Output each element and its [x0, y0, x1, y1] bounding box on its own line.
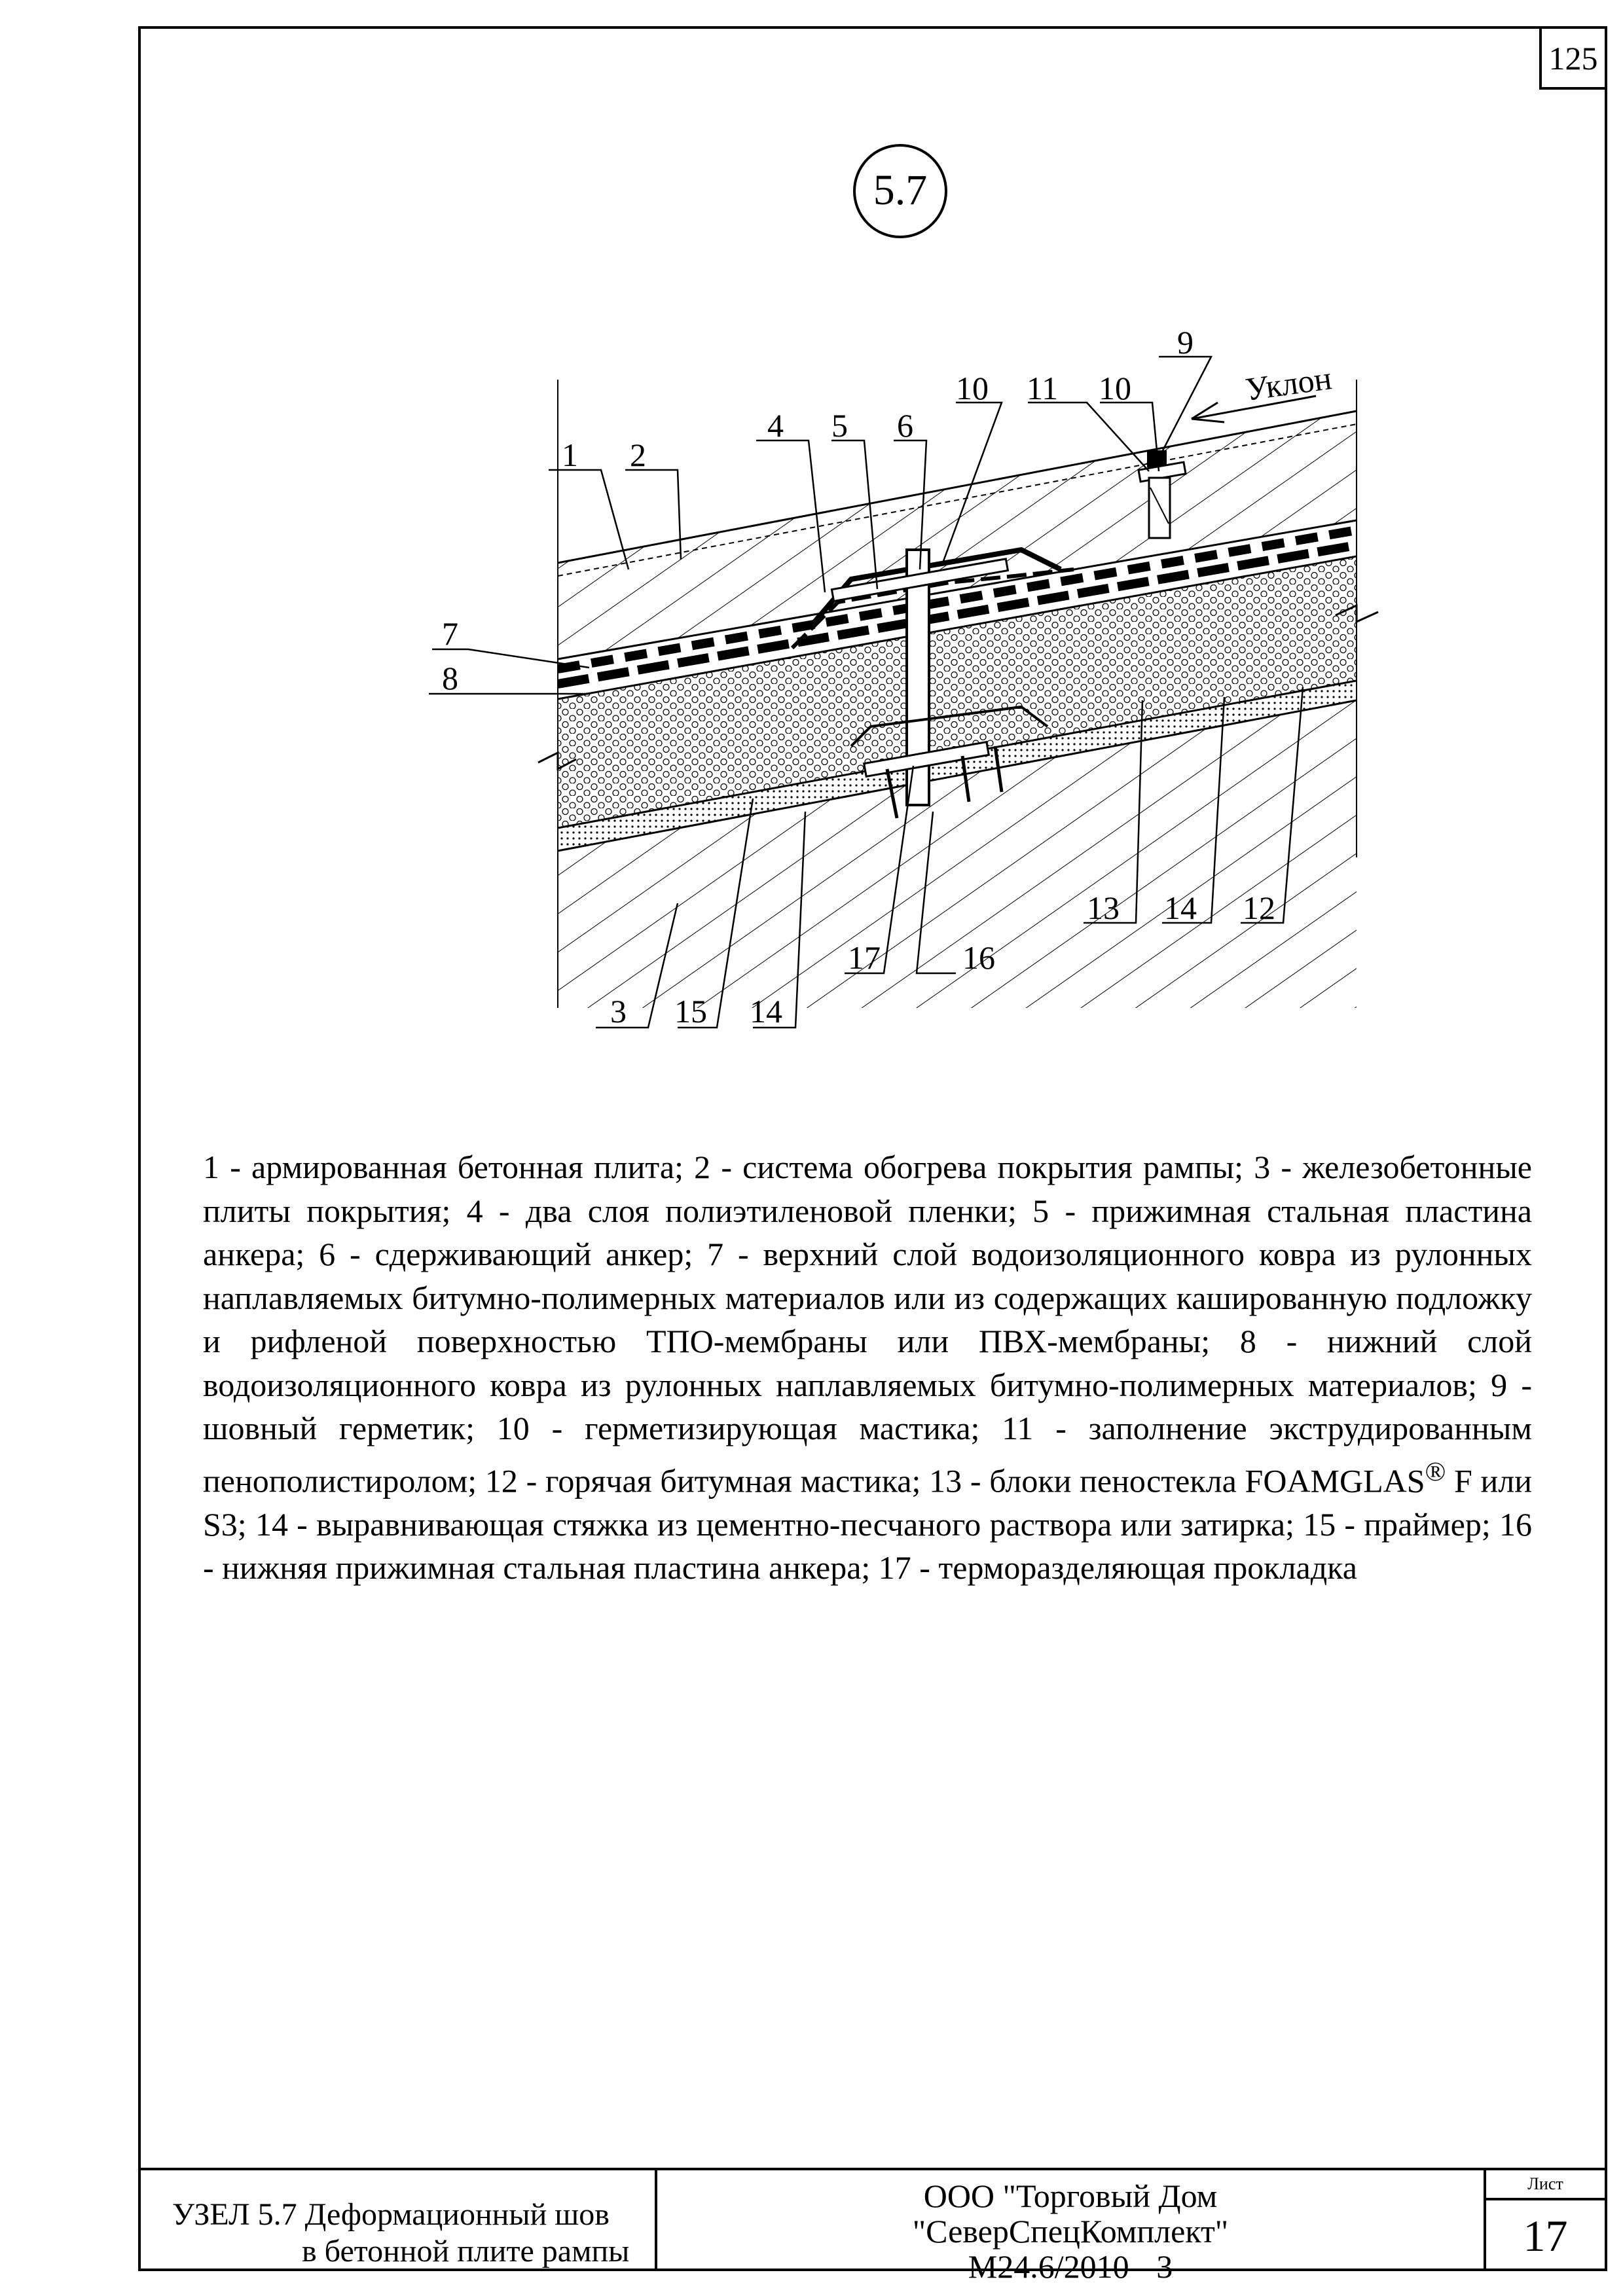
title-block-caption [138, 2170, 657, 2271]
callout-16: 16 [962, 939, 995, 976]
title-line-1: УЗЕЛ 5.7 Деформационный шов [172, 2197, 610, 2232]
callout-10-right: 10 [1099, 370, 1131, 406]
callout-1: 1 [562, 437, 578, 473]
callout-2: 2 [630, 437, 646, 473]
callout-12: 12 [1243, 889, 1275, 926]
slope-arrow-icon [1192, 403, 1224, 422]
callout-14-left: 14 [750, 993, 782, 1030]
title-block-organization [657, 2170, 1486, 2285]
node-number: 5.7 [873, 166, 928, 214]
callout-11: 11 [1027, 370, 1059, 406]
registered-mark: ® [1425, 1456, 1446, 1487]
callout-3: 3 [610, 993, 627, 1030]
callout-14-right: 14 [1164, 889, 1197, 926]
callout-5: 5 [831, 407, 848, 444]
callout-15: 15 [674, 993, 707, 1030]
callout-4: 4 [767, 407, 784, 444]
title-line-2: в бетонной плите рампы [302, 2234, 630, 2269]
org-line-1: ООО "Торговый Дом [923, 2178, 1218, 2214]
page-number: 125 [1539, 26, 1607, 90]
callout-13: 13 [1087, 889, 1120, 926]
callout-6: 6 [897, 407, 913, 444]
title-block-sheet [1486, 2170, 1605, 2271]
callout-10-left: 10 [956, 370, 989, 406]
title-block [138, 2168, 1607, 2285]
document-code: М24.6/2010 - 3 [968, 2248, 1173, 2285]
legend-text-part1: 1 - армированная бетонная плита; 2 - система обогрева покрытия рампы; 3 - железобетонные плиты покрытия; 4 - два слоя полиэтиленовой пленки; 5 - прижимная стальная пластина анкера; 6 - сдерживающий анкер; 7 - верхний слой водоизоляционного ковра из рулонных наплавляемых битумно-полимерных материалов или из содержащих кашированную подложку и рифленой поверхностью ТПО-мембраны или ПВХ-мембраны; 8 - нижний слой водоизоляционного ковра из рулонных наплавляемых битумно-полимерных материалов; 9 - шовный герметик; 10 - герметизирующая мастика; 11 - заполнение экструдированным пенополистиролом; 12 - горячая битумная мастика; 13 - блоки пеностекла FOAMGLAS [203, 1149, 1532, 1499]
sheet-label: Лист [1486, 2170, 1605, 2200]
callout-9: 9 [1177, 324, 1194, 361]
callout-8: 8 [442, 660, 458, 696]
callout-17: 17 [848, 939, 881, 976]
legend-text [203, 1145, 1532, 1590]
legend-text-part2: F или S3; 14 - выравнивающая стяжка из цементно-песчаного раствора или затирка; 15 - праймер; 16 - нижняя прижимная стальная пластина анкера; 17 - терморазделяющая прокладка [203, 1462, 1533, 1587]
org-line-2: "СеверСпецКомплект" [912, 2213, 1229, 2250]
sheet-number: 17 [1523, 2211, 1568, 2261]
slope-label: Уклон [1243, 359, 1334, 408]
callout-7: 7 [442, 615, 458, 652]
